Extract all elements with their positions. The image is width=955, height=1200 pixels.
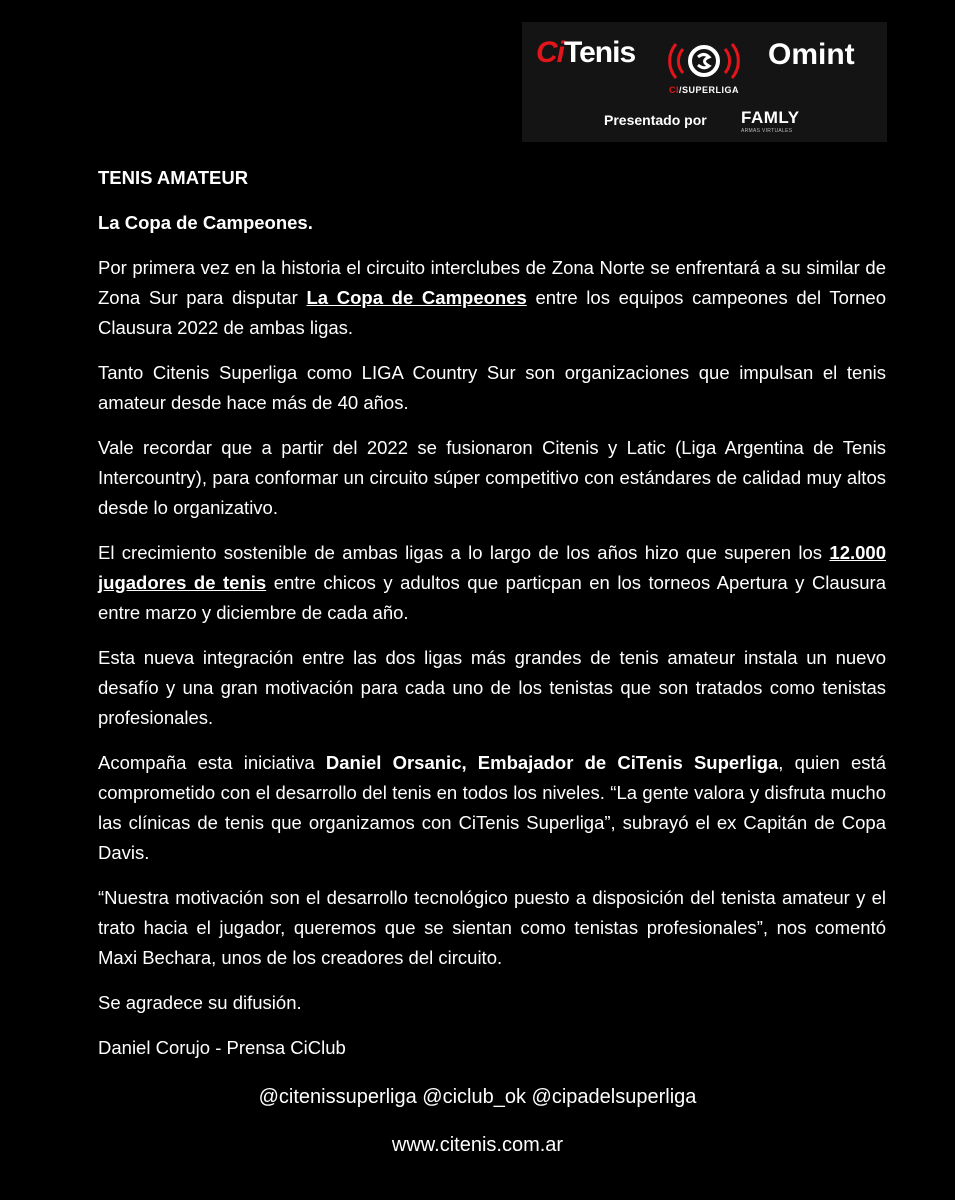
- article-title: La Copa de Campeones.: [98, 212, 313, 233]
- section-title: TENIS AMATEUR: [98, 167, 249, 188]
- famly-logo-subtitle: ARMAS VIRTUALES: [741, 128, 793, 134]
- paragraph-4-text-b: entre chicos y adultos que particpan en los torneos Apertura y Clausura entre marzo y diciembre de cada año.: [98, 572, 886, 623]
- website-url: www.citenis.com.ar: [391, 1134, 564, 1156]
- paragraph-6-text-a: Acompaña esta iniciativa: [98, 752, 326, 773]
- superliga-label: [664, 85, 744, 95]
- paragraph-1-text-b: entre los equipos campeones del Torneo Clausura 2022 de ambas ligas.: [98, 287, 886, 338]
- paragraph-2: Tanto Citenis Superliga como LIGA Country Sur son organizaciones que impulsan el tenis amateur desde hace más de 40 años.: [98, 362, 886, 413]
- paragraph-1-text-a: Por primera vez en la historia el circuito interclubes de Zona Norte se enfrentará a su similar de Zona Sur para disputar: [98, 257, 886, 308]
- sponsor-header: [522, 22, 887, 142]
- paragraph-4: [98, 538, 886, 628]
- copa-de-campeones-highlight: La Copa de Campeones: [306, 287, 527, 308]
- paragraph-5: Esta nueva integración entre las dos ligas más grandes de tenis amateur instala un nuevo desafío y una gran motivación para cada uno de los tenistas que son tratados como tenistas profesionales.: [98, 647, 886, 728]
- citenis-logo-ci: Ci: [536, 36, 564, 69]
- paragraph-3: Vale recordar que a partir del 2022 se fusionaron Citenis y Latic (Liga Argentina de Tenis Intercountry), para conformar un circuito súper competitivo con estándares de calidad muy altos desde lo organizativo.: [98, 437, 886, 518]
- superliga-label-rest: /SUPERLIGA: [678, 85, 739, 95]
- paragraph-7: “Nuestra motivación son el desarrollo tecnológico puesto a disposición del tenista amateur y el trato hacia el jugador, queremos que se sientan como tenistas profesionales”, nos comentó Maxi Bechara, unos de los creadores del circuito.: [98, 887, 886, 968]
- paragraph-6: [98, 748, 886, 868]
- superliga-label-ci: CI: [668, 85, 679, 95]
- presented-by-label: Presentado por: [604, 112, 707, 128]
- press-release: [98, 163, 886, 1078]
- paragraph-6-text-b: , quien está comprometido con el desarrollo del tenis en todos los niveles. “La gente valora y disfruta mucho las clínicas de tenis que organizamos con CiTenis Superliga”, subrayó el ex Capitán de Copa Davis.: [98, 752, 886, 863]
- citenis-logo-tenis: Tenis: [564, 36, 636, 69]
- jugadores-highlight: 12.000 jugadores de tenis: [98, 542, 886, 593]
- omint-logo: Omint: [768, 38, 855, 71]
- paragraph-8: Se agradece su difusión.: [98, 992, 302, 1013]
- orsanic-highlight: Daniel Orsanic, Embajador de CiTenis Superliga: [325, 752, 779, 773]
- citenis-logo: [536, 38, 635, 68]
- paragraph-4-text-a: El crecimiento sostenible de ambas ligas a lo largo de los años hizo que superen los: [98, 542, 830, 563]
- paragraph-1: [98, 253, 886, 343]
- famly-logo: FAMLY: [741, 108, 800, 127]
- social-handles: @citenissuperliga @ciclub_ok @cipadelsuperliga: [258, 1086, 697, 1108]
- superliga-signal-icon: [662, 36, 746, 86]
- signature-line: Daniel Corujo - Prensa CiClub: [98, 1037, 346, 1058]
